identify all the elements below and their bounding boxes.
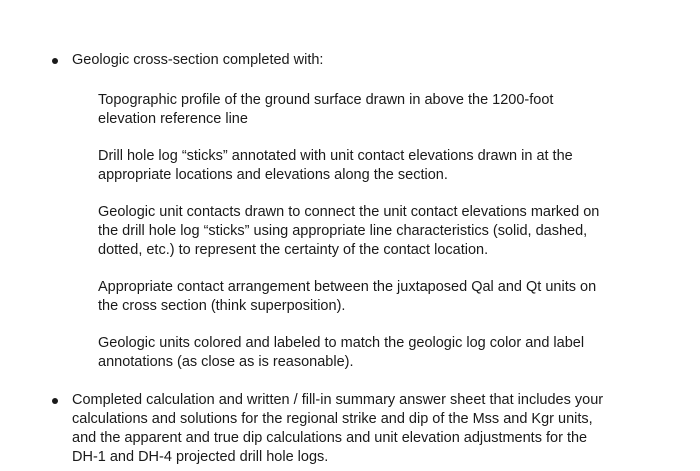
bullet-text: Completed calculation and written / fill-in summary answer sheet that includes your calculations and solutions for the regional strike and dip of the Mss and Kgr units, and the apparent and true dip calculations and unit elevation adjustments for the DH-1 and DH-4 projected drill hole logs.: [72, 392, 604, 465]
bullet-dot-icon: [52, 58, 58, 64]
bullet-text: Geologic cross-section completed with:: [72, 52, 324, 68]
sub-item-drill-hole-sticks: Drill hole log “sticks” annotated with unit contact elevations drawn in at the appropriate locations and elevations along the section.: [98, 148, 573, 183]
sub-item-topographic-profile: Topographic profile of the ground surface drawn in above the 1200-foot elevation reference line: [98, 92, 554, 127]
bullet-dot-icon: [52, 398, 58, 404]
sub-item-contact-arrangement: Appropriate contact arrangement between the juxtaposed Qal and Qt units on the cross section (think superposition).: [98, 279, 597, 314]
sub-item-unit-contacts: Geologic unit contacts drawn to connect the unit contact elevations marked on the drill hole log “sticks” using appropriate line characteristics (solid, dashed, dotted, etc.) to represent the certainty of the contact location.: [98, 204, 600, 258]
sub-item-units-colored: Geologic units colored and labeled to match the geologic log color and label annotations (as close as is reasonable).: [98, 335, 585, 370]
